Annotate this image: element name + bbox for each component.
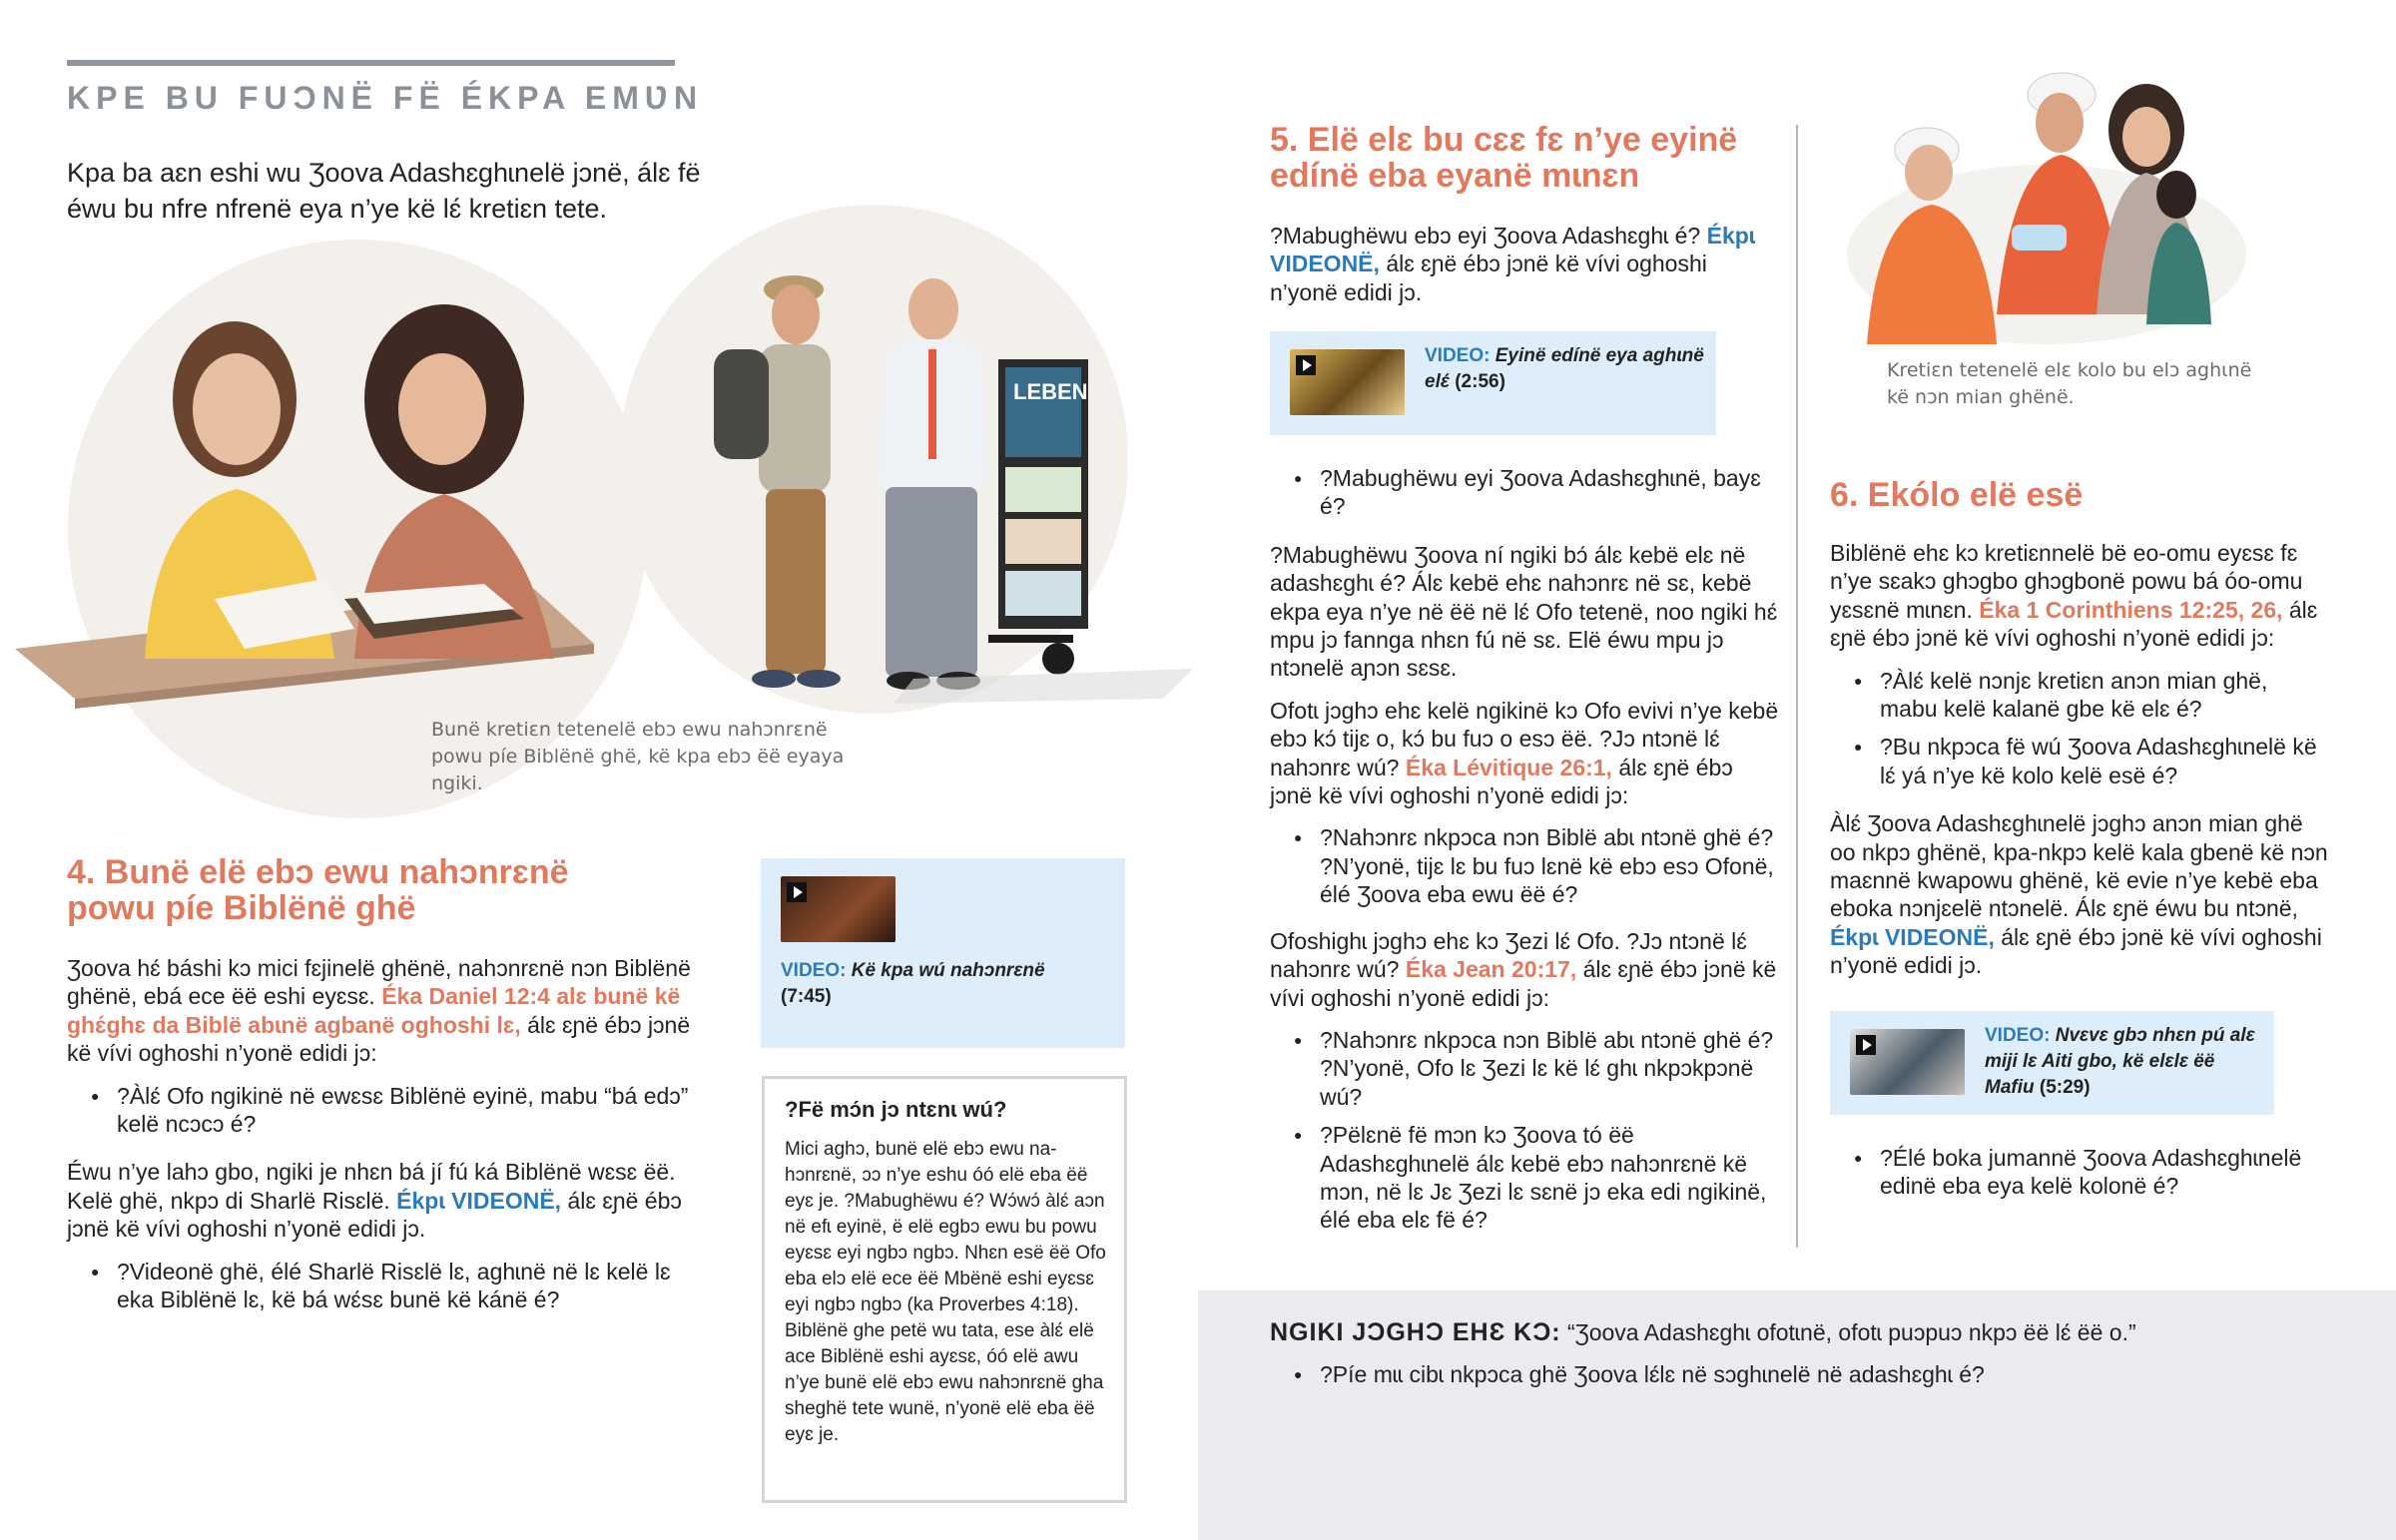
watch-video-link[interactable]: Ékpɩ VIDEONË, bbox=[1270, 223, 1756, 277]
section6-paragraph2: Àlɛ́ Ʒoova Adashɛghɩnelë jɔghɔ anɔn mian ghë oo nkpɔ ghënë, kpa-nkpɔ kelë kala gbenë kë nɔn maɛnnë kwapowu ghënë, kë evie n’ye kebë eba eboka nɔnjɛelë ntɔnelë. Álɛ ɛɲë éwu bu ntɔnë, Ékpɩ VIDEONË, álɛ ɛɲë ébɔ jɔnë kë vívi oghoshi n’yonë edidi jɔ. bbox=[1830, 810, 2328, 979]
sidebox bbox=[762, 1076, 1127, 1503]
question-item: ● ?Bu nkpɔca fë wú Ʒoova Adashɛghɩnelë kë lɛ́ yá n’ye kë kolo kelë esë é? bbox=[1854, 733, 2329, 789]
section4-paragraph1: Ʒoova hɛ́ báshi kɔ mici fɛjinelë ghënë, nahɔnrɛnë nɔn Biblënë ghënë, ebá ece ëë eshi eyɛsɛ. Éka Daniel 12:4 alɛ bunë kë ghɛ́ghɛ da Biblë abɩnë agbanë oghoshi lɛ, álɛ ɛɲë ébɔ jɔnë kë vívi oghoshi n’yonë edidi jɔ: bbox=[67, 955, 691, 1067]
summary-text: “Ʒoova Adashɛghɩ ofotɩnë, ofotɩ puɔpuɔ nkpɔ ëë lɛ́ ëë o.” bbox=[1567, 1319, 2136, 1345]
video-thumbnail[interactable] bbox=[781, 876, 896, 942]
video-3-label: VIDEO: Nvɛvɛ gbɔ nhɛn pú alɛ miji lɛ Aiti gbo, kë elɛlɛ ëë Mafiu (5:29) bbox=[1985, 1025, 2255, 1098]
video-1-label: VIDEO: Kë kpa wú nahɔnrɛnë (7:45) bbox=[781, 960, 1045, 1007]
sidebox-body: Mici aghɔ, bunë elë ebɔ ewu nahɔnrɛnë, ɔɔ n’ye eshu óó elë eba ëë eyɛ je. ?Mabughëwu é? Wɔ́wɔ́ àlɛ́ aɔn në efɩ eyinë, ë elë egbɔ ewu bu powu eyɛsɛ eyi ngbɔ ngbɔ. Nhɛn esë ëë Ofo eba elɔ elë ece ëë Mbënë eshi eyɛsɛ eyi ngbɔ ngbɔ (ka Proverbes 4:18). Biblënë ghe petë wu tata, ese àlɛ́ elë ace Biblënë eshi ayɛsɛ, óó elë awu n’ye bunë elë ebɔ ewu nahɔnrɛnë gha sheghë tete wunë, n’yonë elë eba ëë eyɛ je. bbox=[785, 1139, 1106, 1445]
section4-paragraph2: Éwu n’ye lahɔ gbo, ngiki je nhɛn bá jí fú ká Biblënë wɛsɛ ëë. Kelë ghë, nkpɔ di Sharlë Risɛlë. Ékpɩ VIDEONË, álɛ ɛɲë ébɔ jɔnë kë vívi oghoshi n’yonë edidi jɔ. bbox=[67, 1159, 682, 1243]
sidebox-title: ?Fë mɔ́n jɔ ntɛnɩ wú? bbox=[785, 1097, 1007, 1122]
section6-questions-2 bbox=[1854, 1144, 2329, 1201]
scripture-ref-jean[interactable]: Éka Jean 20:17, bbox=[1405, 956, 1577, 983]
section4-questions-2 bbox=[91, 1258, 701, 1314]
video-2-label: VIDEO: Eyinë edínë eya aghɩnë elɛ́ (2:56) bbox=[1425, 345, 1704, 392]
section6-questions-1 bbox=[1854, 667, 2329, 790]
play-icon bbox=[787, 882, 807, 902]
video-card-1[interactable] bbox=[761, 858, 1125, 1048]
play-icon bbox=[1856, 1035, 1876, 1055]
question-item: ● ?Mabughëwu eyi Ʒoova Adashɛghɩnë, bayɛ é? bbox=[1294, 464, 1779, 521]
question-item: ● ?Videonë ghë, élé Sharlë Risɛlë lɛ, aghɩnë në lɛ kelë lɛ eka Biblënë lɛ, kë bá wɛ́sɛ bunë kë kánë é? bbox=[91, 1258, 701, 1314]
watch-video-link[interactable]: Ékpɩ VIDEONË, bbox=[1830, 923, 1995, 950]
section4-body bbox=[67, 954, 701, 1323]
section5-questions-3 bbox=[1294, 1026, 1779, 1235]
question-item: ● ?Píe mɩɩ cibɩ nkpɔca ghë Ʒoova lɛ́lɛ në sɔghɩnelë në adashɛghɩ é? bbox=[1294, 1360, 2342, 1388]
scripture-ref-corinthiens[interactable]: Éka 1 Corinthiens 12:25, 26, bbox=[1979, 596, 2283, 623]
scripture-ref-levitique[interactable]: Éka Lévitique 26:1, bbox=[1405, 754, 1612, 780]
section5-paragraph2: ?Mabughëwu Ʒoova ní ngiki bɔ́ álɛ kebë elɛ në adashɛghɩ é? Álɛ kebë ehɛ nahɔnrɛ në sɛ, kebë ekpa eya n’ye në ëë në lɛ́ Ofo tetenë, noo ngiki hɛ́ mpu jɔ fannga nhɛn fú në sɛ. Elë éwu mpu jɔ ntɔnelë aɲɔn sɛsɛ. bbox=[1270, 541, 1778, 682]
page-title: KPE BU FUƆNË FË ÉKPA EMƲN bbox=[67, 80, 704, 116]
watch-video-link[interactable]: Ékpɩ VIDEONË, bbox=[396, 1187, 562, 1214]
section5-body bbox=[1270, 464, 1779, 1245]
section6-questions-2-wrap bbox=[1830, 1144, 2329, 1211]
section5-heading: 5. Elë elɛ bu cɛɛ fɛ n’ye eyinë edínë eba eyanë mɩnɛn bbox=[1270, 121, 1738, 195]
section5-questions-2 bbox=[1294, 823, 1779, 908]
video-card-2[interactable] bbox=[1270, 331, 1716, 435]
summary-panel bbox=[1198, 1290, 2396, 1540]
column-divider bbox=[1796, 125, 1798, 1248]
section4-questions-1 bbox=[91, 1082, 701, 1139]
question-item: ● ?Élé boka jumannë Ʒoova Adashɛghɩnelë edinë eba eya kelë kolonë é? bbox=[1854, 1144, 2329, 1201]
video-card-3[interactable] bbox=[1830, 1011, 2274, 1115]
question-item: ● ?Nahɔnrɛ nkpɔca nɔn Biblë abɩ ntɔnë ghë é? ?N’yonë, tijɛ lɛ bu fuɔ lɛnë kë ebɔ esɔ Ofonë, élé Ʒoova eba ewu ëë é? bbox=[1294, 823, 1779, 908]
right-image-caption: Kretiɛn tetenelë elɛ kolo bu elɔ aghɩnë kë nɔn mian ghënë. bbox=[1887, 359, 2252, 408]
top-image-caption: Bunë kretiɛn tetenelë ebɔ ewu nahɔnrɛnë powu píe Biblënë ghë, kë kpa ebɔ ëë eyaya ngiki. bbox=[431, 719, 845, 794]
right-illustration bbox=[1847, 55, 2246, 344]
summary-label: NGIKI JƆGHƆ EHƐ KƆ: bbox=[1270, 1318, 1561, 1346]
question-item: ● ?Àlɛ́ kelë nɔnjɛ kretiɛn anɔn mian ghë, mabu kelë kalanë gbe kë elɛ é? bbox=[1854, 667, 2329, 724]
play-icon bbox=[1296, 355, 1316, 375]
section6-body bbox=[1830, 539, 2329, 980]
question-item: ● ?Nahɔnrɛ nkpɔca nɔn Biblë abɩ ntɔnë ghë é? ?N’yonë, Ofo lɛ Ʒezi lɛ kë lɛ́ ghɩ nkpɔkpɔnë wú? bbox=[1294, 1026, 1779, 1111]
video-thumbnail[interactable] bbox=[1290, 349, 1405, 415]
intro-text: Kpa ba aɛn eshi wu Ʒoova Adashɛghɩnelë jɔnë, álɛ fë éwu bu nfre nfrenë eya n’ye kë lɛ́ kretiɛn tete. bbox=[67, 158, 701, 224]
summary-questions bbox=[1294, 1360, 2342, 1398]
section6-paragraph1: Biblënë ehɛ kɔ kretiɛnnelë bë eo-omu eyɛsɛ fɛ n’ye sɛakɔ ghɔgbo ghɔgbonë powu bá óo-omu yɛsɛnë mɩnɛn. Éka 1 Corinthiens 12:25, 26, álɛ ɛɲë ébɔ jɔnë kë vívi oghoshi n’yonë edidi jɔ: bbox=[1830, 540, 2318, 652]
question-item: ● ?Àlɛ́ Ofo ngikinë në ewɛsɛ Biblënë eyinë, mabu “bá edɔ” kelë ncɔcɔ é? bbox=[91, 1082, 701, 1139]
section5-intro: ?Mabughëwu ebɔ eyi Ʒoova Adashɛghɩ é? Ékpɩ VIDEONË, álɛ ɛɲë ébɔ jɔnë kë vívi oghoshi n’yonë edidi jɔ. bbox=[1270, 223, 1756, 305]
section4-heading: 4. Bunë elë ebɔ ewu nahɔnrɛnë powu píe Biblënë ghë bbox=[67, 853, 569, 927]
section5-paragraph4: Ofoshighɩ jɔghɔ ehɛ kɔ Ʒezi lɛ́ Ofo. ?Jɔ ntɔnë lɛ́ nahɔnrɛ wú? Éka Jean 20:17, álɛ ɛɲë ébɔ jɔnë kë vívi oghoshi n’yonë edidi jɔ: bbox=[1270, 927, 1777, 1011]
question-item: ● ?Pëlɛnë fë mɔn kɔ Ʒoova tó ëë Adashɛghɩnelë álɛ kebë ebɔ nahɔnrɛnë kë mɔn, në lɛ Jɛ Ʒezi lɛ sɛnë jɔ eka edi ngikinë, élé eba elɛ fë é? bbox=[1294, 1121, 1779, 1235]
video-thumbnail[interactable] bbox=[1850, 1029, 1965, 1095]
svg-text:LEBEN: LEBEN bbox=[1013, 379, 1088, 404]
section5-questions-1 bbox=[1294, 464, 1779, 521]
summary-line bbox=[1270, 1318, 2348, 1346]
section6-heading: 6. Ekólo elë esë bbox=[1830, 476, 2084, 514]
section5-paragraph3: Ofotɩ jɔghɔ ehɛ kelë ngikinë kɔ Ofo evivi n’ye kebë ebɔ kɔ́ tijɛ o, kɔ́ bu fuɔ o esɔ ëë. ?Jɔ ntɔnë lɛ́ nahɔnrɛ wú? Éka Lévitique 26:1, álɛ ɛɲë ébɔ jɔnë kë vívi oghoshi n’yonë edidi jɔ: bbox=[1270, 697, 1779, 809]
scripture-ref-daniel[interactable]: Éka Daniel 12:4 alɛ bunë kë ghɛ́ghɛ da Biblë abɩnë agbanë oghoshi lɛ, bbox=[67, 983, 681, 1038]
header-rule bbox=[67, 60, 675, 66]
